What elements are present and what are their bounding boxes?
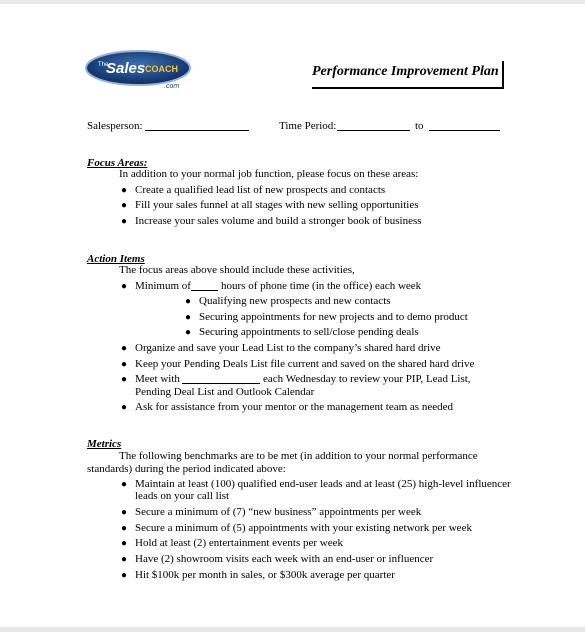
bullet-icon: ●: [121, 479, 128, 490]
bullet-icon: ●: [121, 185, 128, 196]
bullet-icon: ●: [121, 281, 128, 292]
bullet-icon: ●: [121, 200, 128, 211]
salesperson-field[interactable]: [145, 120, 249, 131]
action-intro: The focus areas above should include these activities,: [119, 264, 355, 276]
salesperson-label: Salesperson:: [87, 120, 143, 132]
focus-heading: Focus Areas:: [87, 157, 148, 169]
metrics-item: Hold at least (2) entertainment events per week: [135, 537, 344, 549]
bullet-icon: ●: [121, 507, 128, 518]
bullet-icon: ●: [185, 327, 192, 338]
action-item: Keep your Pending Deals List file current and saved on the shared hard drive: [135, 358, 475, 370]
metrics-item: Hit $100k per month in sales, or $300k average per quarter: [135, 569, 395, 581]
bullet-icon: ●: [121, 538, 128, 549]
action-heading: Action Items: [87, 253, 145, 265]
time-period-start-field[interactable]: [337, 120, 410, 131]
bullet-icon: ●: [121, 402, 128, 413]
focus-item: Increase your sales volume and build a stronger book of business: [135, 215, 422, 227]
metrics-intro-line2: standards) during the period indicated above:: [87, 463, 286, 475]
bullet-icon: ●: [121, 343, 128, 354]
bullet-icon: ●: [185, 312, 192, 323]
metrics-item: Secure a minimum of (7) “new business” appointments per week: [135, 506, 422, 518]
time-period-label: Time Period:: [279, 120, 337, 132]
phone-hours-field[interactable]: [191, 280, 218, 291]
metrics-intro-line1: The following benchmarks are to be met (in addition to your normal performance: [119, 450, 478, 462]
action-item: Ask for assistance from your mentor or the management team as needed: [135, 401, 453, 413]
logo-prefix: The: [98, 62, 109, 68]
to-label: to: [415, 120, 424, 132]
logo-domain: .com: [164, 83, 180, 90]
time-period-end-field[interactable]: [429, 120, 500, 131]
action-meet-suffix: each Wednesday to review your PIP, Lead List,: [263, 373, 471, 385]
focus-item: Fill your sales funnel at all stages with new selling opportunities: [135, 199, 419, 211]
focus-item: Create a qualified lead list of new prospects and contacts: [135, 184, 386, 196]
bullet-icon: ●: [121, 523, 128, 534]
metrics-item-line2: leads on your call list: [135, 490, 230, 502]
page-title: Performance Improvement Plan: [312, 64, 499, 79]
action-minimum-prefix: Minimum of: [135, 280, 191, 292]
action-item: Organize and save your Lead List to the company’s shared hard drive: [135, 342, 441, 354]
action-sub-item: Securing appointments for new projects and to demo product: [199, 311, 468, 323]
metrics-item: Maintain at least (100) qualified end-user leads and at least (25) high-level influencer: [135, 478, 511, 490]
focus-intro: In addition to your normal job function, please focus on these areas:: [119, 168, 419, 180]
page-bottom-edge: [0, 627, 585, 632]
metrics-item: Have (2) showroom visits each week with an end-user or influencer: [135, 553, 434, 565]
bullet-icon: ●: [121, 359, 128, 370]
bullet-icon: ●: [185, 296, 192, 307]
action-meet-prefix: Meet with: [135, 373, 180, 385]
salescoach-logo: [84, 49, 192, 93]
bullet-icon: ●: [121, 374, 128, 385]
action-sub-item: Qualifying new prospects and new contacts: [199, 295, 391, 307]
action-meet-line2: Pending Deal List and Outlook Calendar: [135, 386, 315, 398]
metrics-item: Secure a minimum of (5) appointments with your existing network per week: [135, 522, 472, 534]
bullet-icon: ●: [121, 554, 128, 565]
action-sub-item: Securing appointments to sell/close pending deals: [199, 326, 419, 338]
metrics-heading: Metrics: [87, 438, 122, 450]
meet-with-field[interactable]: [182, 373, 260, 384]
bullet-icon: ●: [121, 570, 128, 581]
logo-brand-b: COACH: [145, 64, 178, 74]
action-minimum-suffix: hours of phone time (in the office) each week: [221, 280, 422, 292]
title-box: [312, 61, 504, 89]
logo-brand-a: Sales: [106, 60, 146, 77]
page-top-edge: [0, 0, 585, 4]
bullet-icon: ●: [121, 216, 128, 227]
